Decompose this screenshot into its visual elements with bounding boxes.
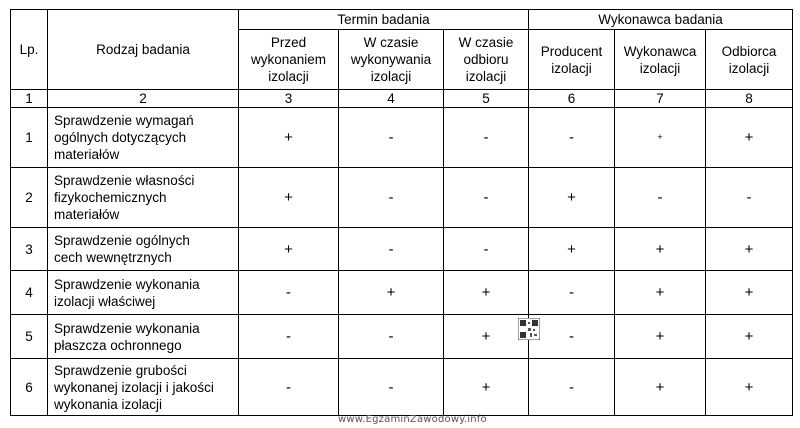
row-mark: +: [615, 271, 706, 315]
header-sub-odbiorca: Odbiorca izolacji: [706, 30, 793, 90]
row-mark: -: [339, 108, 444, 168]
row-mark: +: [706, 359, 793, 416]
column-number: 3: [239, 90, 339, 108]
test-table: [10, 9, 793, 416]
watermark: www.EgzaminZawodowy.info: [338, 414, 487, 425]
column-number: 8: [706, 90, 793, 108]
table-row: [11, 315, 793, 359]
row-mark: +: [529, 168, 615, 228]
row-mark: -: [529, 271, 615, 315]
row-mark: -: [706, 168, 793, 228]
header-sub-przed: Przed wykonaniem izolacji: [239, 30, 339, 90]
row-lp: 3: [11, 228, 48, 271]
row-description: Sprawdzenie wykonania płaszcza ochronnego: [48, 315, 239, 359]
row-mark: +: [239, 228, 339, 271]
row-mark: -: [239, 271, 339, 315]
row-mark: -: [339, 359, 444, 416]
row-mark: +: [444, 271, 529, 315]
column-number: 4: [339, 90, 444, 108]
column-number: 7: [615, 90, 706, 108]
row-mark: -: [529, 108, 615, 168]
row-description: Sprawdzenie wymagań ogólnych dotyczących materiałów: [48, 108, 239, 168]
row-lp: 4: [11, 271, 48, 315]
row-mark: -: [529, 315, 615, 359]
row-lp: 2: [11, 168, 48, 228]
row-lp: 6: [11, 359, 48, 416]
row-mark: -: [239, 315, 339, 359]
qr-code-icon: [518, 318, 540, 340]
column-number-row: [11, 90, 793, 108]
header-lp: Lp.: [11, 10, 48, 90]
table-row: [11, 108, 793, 168]
header-wykonawca: Wykonawca badania: [529, 10, 793, 30]
column-number: 6: [529, 90, 615, 108]
row-mark: +: [529, 228, 615, 271]
row-mark: -: [615, 168, 706, 228]
row-mark: +: [706, 228, 793, 271]
row-description: Sprawdzenie wykonania izolacji właściwej: [48, 271, 239, 315]
header-sub-w-czasie-odbioru: W czasie odbioru izolacji: [444, 30, 529, 90]
table-row: [11, 168, 793, 228]
row-mark: +: [444, 359, 529, 416]
row-mark: -: [339, 315, 444, 359]
row-mark: -: [444, 168, 529, 228]
row-description: Sprawdzenie grubości wykonanej izolacji i jakości wykonania izolacji: [48, 359, 239, 416]
row-mark: -: [444, 228, 529, 271]
header-sub-wykonawca: Wykonawca izolacji: [615, 30, 706, 90]
row-mark: -: [239, 359, 339, 416]
row-mark: +: [615, 228, 706, 271]
row-description: Sprawdzenie ogólnych cech wewnętrznych: [48, 228, 239, 271]
row-mark: +: [444, 315, 529, 359]
table-row: [11, 271, 793, 315]
table-row: [11, 228, 793, 271]
row-mark: +: [615, 315, 706, 359]
row-mark: +: [615, 359, 706, 416]
row-mark: +: [239, 108, 339, 168]
table-row: [11, 359, 793, 416]
row-mark: -: [444, 108, 529, 168]
row-lp: 5: [11, 315, 48, 359]
header-rodzaj: Rodzaj badania: [48, 10, 239, 90]
row-description: Sprawdzenie własności fizykochemicznych materiałów: [48, 168, 239, 228]
column-number: 5: [444, 90, 529, 108]
row-mark: -: [529, 359, 615, 416]
row-mark: +: [706, 315, 793, 359]
column-number: 2: [48, 90, 239, 108]
row-mark: +: [615, 108, 706, 168]
column-number: 1: [11, 90, 48, 108]
header-termin: Termin badania: [239, 10, 529, 30]
row-lp: 1: [11, 108, 48, 168]
row-mark: -: [339, 228, 444, 271]
header-sub-producent: Producent izolacji: [529, 30, 615, 90]
row-mark: -: [339, 168, 444, 228]
row-mark: +: [706, 271, 793, 315]
row-mark: +: [706, 108, 793, 168]
row-mark: +: [339, 271, 444, 315]
header-sub-w-czasie-wykonywania: W czasie wykonywania izolacji: [339, 30, 444, 90]
row-mark: +: [239, 168, 339, 228]
